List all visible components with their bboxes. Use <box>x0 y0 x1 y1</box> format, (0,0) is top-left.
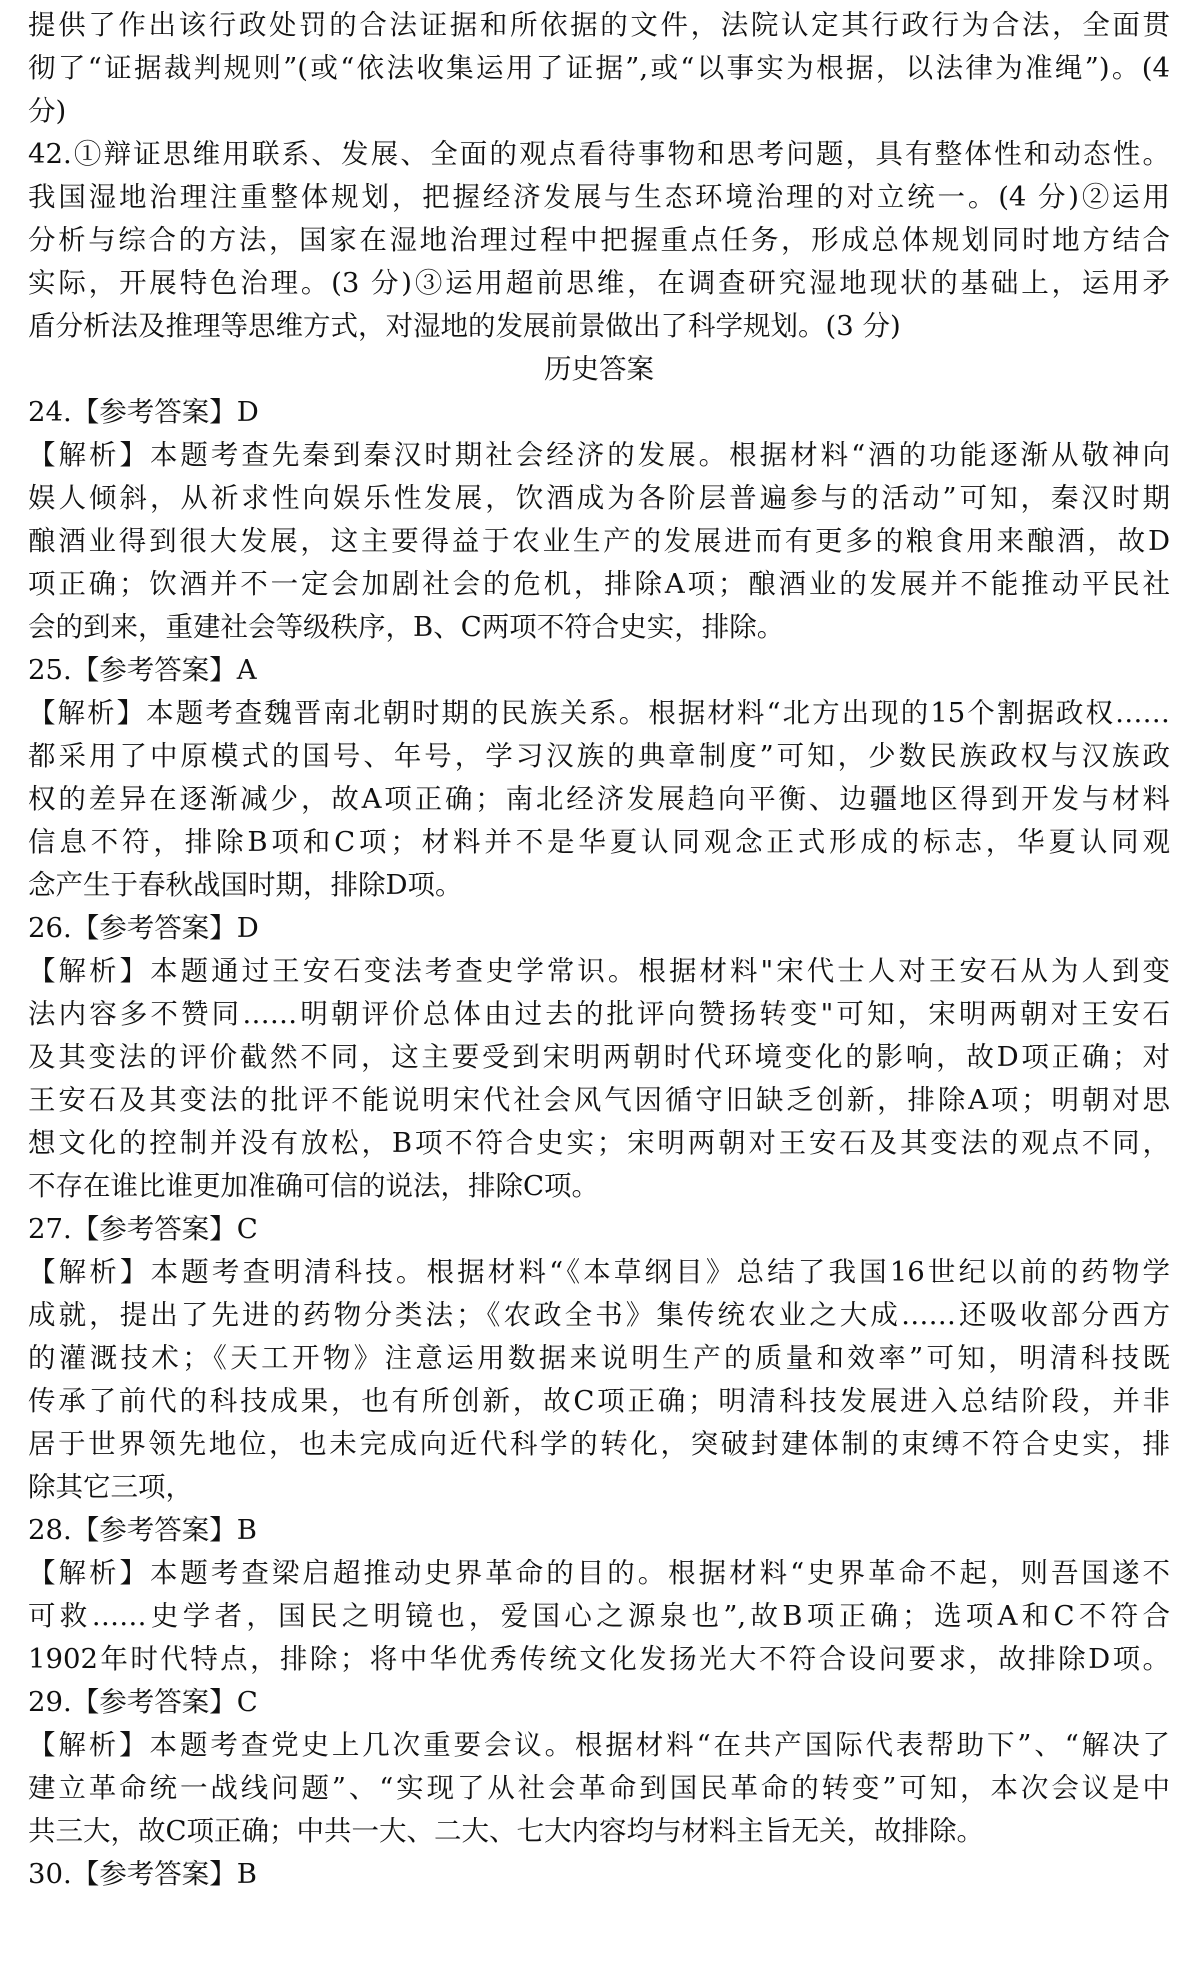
answer-line: 26.【参考答案】D <box>28 912 259 944</box>
text-line: 【解析】本题考查魏晋南北朝时期的民族关系。根据材料“北方出现的15个割据政权…… <box>28 697 1170 729</box>
text-line: 盾分析法及推理等思维方式，对湿地的发展前景做出了科学规划。(3 分) <box>28 310 901 342</box>
answer-line: 27.【参考答案】C <box>28 1213 258 1245</box>
answer-line: 28.【参考答案】B <box>28 1514 257 1546</box>
section-heading: 历史答案 <box>544 353 654 385</box>
text-line: 共三大，故C项正确；中共一大、二大、七大内容均与材料主旨无关，故排除。 <box>28 1815 985 1847</box>
text-line: 【解析】本题通过王安石变法考查史学常识。根据材料"宋代士人对王安石从为人到变 <box>28 955 1170 987</box>
text-line: 传承了前代的科技成果，也有所创新，故C项正确；明清科技发展进入总结阶段，并非 <box>28 1385 1170 1417</box>
text-line: 酿酒业得到很大发展，这主要得益于农业生产的发展进而有更多的粮食用来酿酒，故D <box>28 525 1170 557</box>
text-line: 可救……史学者，国民之明镜也，爱国心之源泉也”,故B项正确；选项A和C不符合 <box>28 1600 1170 1632</box>
answer-line: 30.【参考答案】B <box>28 1858 257 1890</box>
text-line: 实际，开展特色治理。(3 分)③运用超前思维，在调查研究湿地现状的基础上，运用矛 <box>28 267 1170 299</box>
text-line: 娱人倾斜，从祈求性向娱乐性发展，饮酒成为各阶层普遍参与的活动”可知，秦汉时期 <box>28 482 1170 514</box>
text-line: 都采用了中原模式的国号、年号，学习汉族的典章制度”可知，少数民族政权与汉族政 <box>28 740 1170 772</box>
text-line: 建立革命统一战线问题”、“实现了从社会革命到国民革命的转变”可知，本次会议是中 <box>28 1772 1170 1804</box>
text-line: 念产生于春秋战国时期，排除D项。 <box>28 869 463 901</box>
text-line: 提供了作出该行政处罚的合法证据和所依据的文件，法院认定其行政行为合法，全面贯 <box>28 9 1170 41</box>
text-line: 想文化的控制并没有放松，B项不符合史实；宋明两朝对王安石及其变法的观点不同， <box>28 1127 1170 1159</box>
text-line: 王安石及其变法的批评不能说明宋代社会风气因循守旧缺乏创新，排除A项；明朝对思 <box>28 1084 1170 1116</box>
text-line: 分析与综合的方法，国家在湿地治理过程中把握重点任务，形成总体规划同时地方结合 <box>28 224 1170 256</box>
answer-line: 24.【参考答案】D <box>28 396 259 428</box>
text-line: 的灌溉技术；《天工开物》注意运用数据来说明生产的质量和效率”可知，明清科技既 <box>28 1342 1170 1374</box>
text-line: 除其它三项， <box>28 1471 193 1503</box>
text-line: 项正确；饮酒并不一定会加剧社会的危机，排除A项；酿酒业的发展并不能推动平民社 <box>28 568 1170 600</box>
text-line: 及其变法的评价截然不同，这主要受到宋明两朝时代环境变化的影响，故D项正确；对 <box>28 1041 1170 1073</box>
text-line: 我国湿地治理注重整体规划，把握经济发展与生态环境治理的对立统一。(4 分)②运用 <box>28 181 1170 213</box>
text-line: 【解析】本题考查梁启超推动史界革命的目的。根据材料“史界革命不起，则吾国遂不 <box>28 1557 1170 1589</box>
answer-line: 29.【参考答案】C <box>28 1686 258 1718</box>
text-line: 42.①辩证思维用联系、发展、全面的观点看待事物和思考问题，具有整体性和动态性。 <box>28 138 1170 170</box>
text-line: 会的到来，重建社会等级秩序，B、C两项不符合史实，排除。 <box>28 611 785 643</box>
text-line: 不存在谁比谁更加准确可信的说法，排除C项。 <box>28 1170 600 1202</box>
text-line: 1902年时代特点，排除；将中华优秀传统文化发扬光大不符合设问要求，故排除D项。 <box>28 1643 1170 1675</box>
answer-line: 25.【参考答案】A <box>28 654 257 686</box>
text-line: 信息不符，排除B项和C项；材料并不是华夏认同观念正式形成的标志，华夏认同观 <box>28 826 1170 858</box>
text-line: 【解析】本题考查明清科技。根据材料“《本草纲目》总结了我国16世纪以前的药物学 <box>28 1256 1170 1288</box>
text-line: 居于世界领先地位，也未完成向近代科学的转化，突破封建体制的束缚不符合史实，排 <box>28 1428 1170 1460</box>
text-line: 成就，提出了先进的药物分类法；《农政全书》集传统农业之大成……还吸收部分西方 <box>28 1299 1170 1331</box>
text-line: 权的差异在逐渐减少，故A项正确；南北经济发展趋向平衡、边疆地区得到开发与材料 <box>28 783 1170 815</box>
text-line: 分) <box>28 95 67 127</box>
text-line: 彻了“证据裁判规则”(或“依法收集运用了证据”,或“以事实为根据，以法律为准绳”)。(4 <box>28 52 1170 84</box>
text-line: 【解析】本题考查先秦到秦汉时期社会经济的发展。根据材料“酒的功能逐渐从敬神向 <box>28 439 1170 471</box>
text-line: 法内容多不赞同……明朝评价总体由过去的批评向赞扬转变"可知，宋明两朝对王安石 <box>28 998 1170 1030</box>
text-line: 【解析】本题考查党史上几次重要会议。根据材料“在共产国际代表帮助下”、“解决了 <box>28 1729 1170 1761</box>
